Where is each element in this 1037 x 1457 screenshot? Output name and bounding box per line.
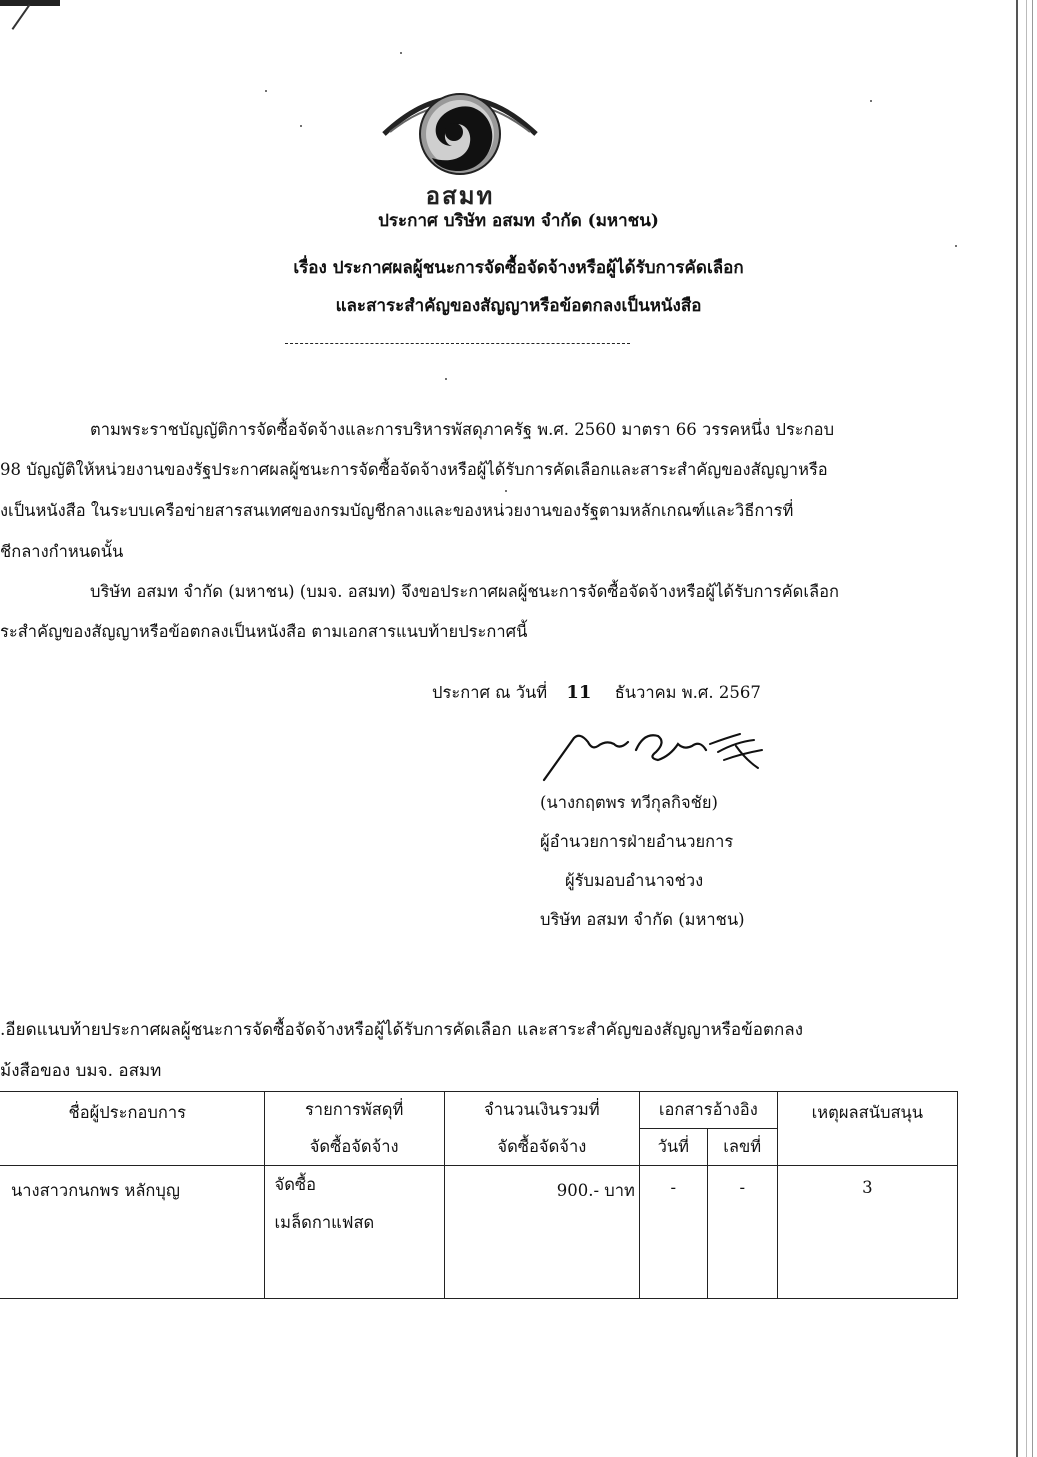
attachment-caption-line-2: ม้งสือของ บมจ. อสมท xyxy=(0,1061,162,1081)
header-amount-line-2: จัดซื้อจัดจ้าง xyxy=(444,1129,639,1166)
attachment-caption-line-1: .อียดแนบท้ายประกาศผลผู้ชนะการจัดซื้อจัดจ้างหรือผู้ได้รับการคัดเลือก และสาระสำคัญของสัญญาหรือข้อตกลง xyxy=(0,1020,803,1040)
signer-position: ผู้อำนวยการฝ่ายอำนวยการ xyxy=(540,832,734,851)
logo-wordmark: อสมท xyxy=(425,182,495,210)
announcement-date-prefix: ประกาศ ณ วันที่ xyxy=(432,683,548,702)
announcement-date xyxy=(432,680,761,706)
announcement-title: ประกาศ บริษัท อสมท จำกัด (มหาชน) xyxy=(378,211,659,231)
header-reason: เหตุผลสนับสนุน xyxy=(777,1092,957,1166)
header-reference-date: วันที่ xyxy=(639,1129,707,1166)
signer-company: บริษัท อสมท จำกัด (มหาชน) xyxy=(540,910,745,929)
signer-name: (นางกฤตพร ทวีกุลกิจชัย) xyxy=(540,793,718,812)
row-item-line-1: จัดซื้อ xyxy=(274,1175,317,1194)
header-item-line-2: จัดซื้อจัดจ้าง xyxy=(264,1129,444,1166)
body-paragraph-1-line-3: งเป็นหนังสือ ในระบบเครือข่ายสารสนเทศของกรมบัญชีกลางและของหน่วยงานของรัฐตามหลักเกณฑ์และวิธีการที่ xyxy=(0,501,794,520)
scan-speck xyxy=(955,245,957,247)
row-item-line-2: เมล็ดกาแฟสด xyxy=(274,1213,375,1232)
announcement-day: 11 xyxy=(566,682,592,703)
header-amount-line-1: จำนวนเงินรวมที่ xyxy=(444,1092,639,1129)
header-reference: เอกสารอ้างอิง xyxy=(639,1092,777,1129)
handwritten-signature xyxy=(540,720,780,790)
scan-speck xyxy=(265,90,267,92)
scan-speck xyxy=(870,100,872,102)
header-reference-number: เลขที่ xyxy=(707,1129,777,1166)
scan-corner-slash xyxy=(12,4,31,30)
table-row xyxy=(0,1166,958,1299)
announcement-subject: เรื่อง ประกาศผลผู้ชนะการจัดซื้อจัดจ้างหรือผู้ได้รับการคัดเลือก xyxy=(293,258,744,278)
dashed-divider xyxy=(285,343,630,344)
announcement-subject-cont: และสาระสำคัญของสัญญาหรือข้อตกลงเป็นหนังสือ xyxy=(335,296,702,316)
signer-delegation: ผู้รับมอบอำนาจช่วง xyxy=(565,871,704,890)
row-vendor: นางสาวกนกพร หลักบุญ xyxy=(0,1166,264,1299)
scan-speck xyxy=(445,378,447,380)
scan-speck xyxy=(505,490,507,492)
row-reason: 3 xyxy=(777,1166,957,1299)
row-amount: 900.- บาท xyxy=(444,1166,639,1299)
scan-speck xyxy=(400,52,402,54)
body-paragraph-1-line-4: ุชีกลางกำหนดนั้น xyxy=(0,542,124,561)
row-item xyxy=(264,1166,444,1299)
row-reference-number: - xyxy=(707,1166,777,1299)
body-paragraph-1-line-1: ตามพระราชบัญญัติการจัดซื้อจัดจ้างและการบริหารพัสดุภาครัฐ พ.ศ. 2560 มาตรา 66 วรรคหนึ่ง ประกอบ xyxy=(90,420,835,439)
announcement-date-suffix: ธันวาคม พ.ศ. 2567 xyxy=(614,683,761,702)
body-paragraph-1-line-2: 98 บัญญัติให้หน่วยงานของรัฐประกาศผลผู้ชนะการจัดซื้อจัดจ้างหรือผู้ได้รับการคัดเลือกและสาระสำคัญของสัญญาหรือ xyxy=(0,460,828,479)
header-vendor: ชื่อผู้ประกอบการ xyxy=(0,1092,264,1166)
body-paragraph-2-line-2: ระสำคัญของสัญญาหรือข้อตกลงเป็นหนังสือ ตามเอกสารแนบท้ายประกาศนี้ xyxy=(0,622,528,641)
body-paragraph-2-line-1: บริษัท อสมท จำกัด (มหาชน) (บมจ. อสมท) จึงขอประกาศผลผู้ชนะการจัดซื้อจัดจ้างหรือผู้ได้รับการคัดเลือก xyxy=(90,582,839,601)
scan-speck xyxy=(300,125,302,127)
header-item-line-1: รายการพัสดุที่ xyxy=(264,1092,444,1129)
award-table xyxy=(0,1091,958,1299)
row-reference-date: - xyxy=(639,1166,707,1299)
